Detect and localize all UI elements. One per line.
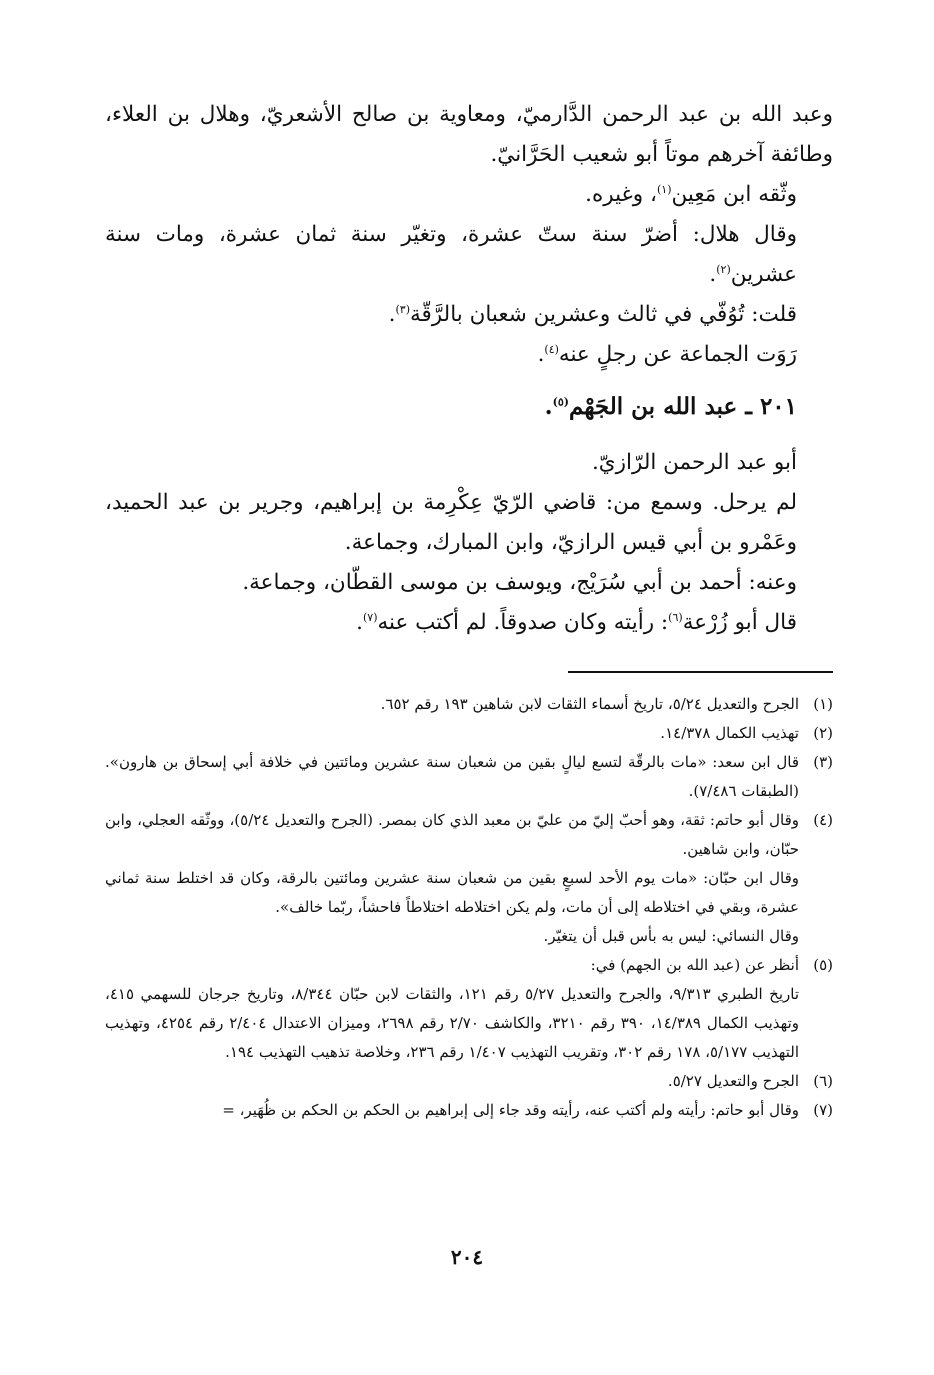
footnote-1 <box>105 690 833 719</box>
footnote-ref-6: (٦) <box>668 610 683 624</box>
death-date <box>105 295 833 335</box>
entry-heading <box>105 387 833 427</box>
footnote-ref-3: (٣) <box>395 302 410 316</box>
footnote-text: قال ابن سعد: «مات بالرقّة لتسع ليالٍ بقين من شعبان سنة عشرين ومائتين في خلافة أبي إسحاق بن هارون». (الطبقات ٧/٤٨٦). <box>105 753 799 800</box>
reliability-text: وثّقه ابن مَعِين <box>671 182 797 207</box>
teachers-paragraph: لم يرحل. وسمع من: قاضي الرّيّ عِكْرِمة بن إبراهيم، وجرير بن عبد الحميد، وعَمْرو بن أبي قيس الرازيّ، وابن المبارك، وجماعة. <box>105 490 797 555</box>
footnote-number: (٢) <box>813 724 833 742</box>
abu-zura-text: : رأيته وكان صدوقاً. لم أكتب عنه <box>377 610 669 635</box>
footnote-text: الجرح والتعديل ٥/٢٤، تاريخ أسماء الثقات لابن شاهين ١٩٣ رقم ٦٥٢. <box>380 695 799 713</box>
footnote-4 <box>105 806 833 864</box>
hilal-quote-end: . <box>709 262 717 287</box>
entry-title-end: . <box>544 393 553 420</box>
footnote-2 <box>105 719 833 748</box>
footnotes <box>105 690 833 1125</box>
footnote-7 <box>105 1096 833 1125</box>
narration-end: . <box>537 342 545 367</box>
reliability-statement <box>105 175 833 215</box>
footnote-3 <box>105 748 833 806</box>
footnote-ref-7: (٧) <box>362 610 378 624</box>
footnote-number: (٧) <box>813 1101 833 1119</box>
footnote-rule <box>568 671 833 673</box>
footnote-4-ibn-hibban: وقال ابن حبّان: «مات يوم الأحد لسبعٍ بقين من شعبان سنة عشرين ومائتين بالرقة، وكان قد اختلط سنة ثماني عشرة، وبقي في اختلاطه إلى أن مات، ولم يكن اختلاطه اختلاطاً فاحشاً، ربّما خالف». <box>105 869 799 916</box>
abu-zura-end: . <box>356 610 363 635</box>
entry-title: ٢٠١ ـ عبد الله بن الجَهْم <box>569 393 797 420</box>
footnote-number: (٤) <box>813 811 833 829</box>
footnote-separator <box>105 671 833 672</box>
footnote-ref-4: (٤) <box>544 342 559 356</box>
page-number: ٢٠٤ <box>450 1245 484 1269</box>
footnote-ref-5: (٥) <box>552 395 570 409</box>
footnote-text: أنظر عن (عبد الله بن الجهم) في: <box>590 956 799 974</box>
narration-note <box>105 335 833 375</box>
footnote-number: (٥) <box>813 956 833 974</box>
footnote-number: (١) <box>813 695 833 713</box>
death-date-text: قلت: تُوُفّي في ثالث وعشرين شعبان بالرَّقّة <box>409 302 797 327</box>
footnote-5-sources: تاريخ الطبري ٩/٣١٣، والجرح والتعديل ٥/٢٧ رقم ١٢١، والثقات لابن حبّان ٨/٣٤٤، وتاريخ جرجان للسهمي ٤١٥، وتهذيب الكمال ١٤/٣٨٩، ٣٩٠ رقم ٣٢١٠، والكاشف ٢/٧٠ رقم ٢٦٩٨، وميزان الاعتدال ٢/٤٠٤ رقم ٤٢٥٤، وتهذيب التهذيب ٥/١٧٧، ١٧٨ رقم ٣٠٢، وتقريب التهذيب ١/٤٠٧ رقم ٢٣٦، وخلاصة تذهيب التهذيب ١٩٤. <box>105 985 800 1061</box>
hilal-quote-text: وقال هلال: أضرّ سنة ستّ عشرة، وتغيّر سنة ثمان عشرة، ومات سنة عشرين <box>105 222 797 287</box>
footnote-text: تهذيب الكمال ١٤/٣٧٨. <box>660 724 799 742</box>
footnote-text: وقال أبو حاتم: رأيته ولم أكتب عنه، رأيته وقد جاء إلى إبراهيم بن الحكم بن الحكم بن ظُهَير، = <box>222 1101 799 1119</box>
footnote-number: (٣) <box>813 753 833 771</box>
reliability-text-end: ، وغيره. <box>585 182 657 207</box>
kunya-line: أبو عبد الرحمن الرّازيّ. <box>591 450 797 475</box>
death-date-end: . <box>388 302 396 327</box>
footnote-5 <box>105 951 833 980</box>
biography-text: وعبد الله بن عبد الرحمن الدَّارميّ، ومعاوية بن صالح الأشعريّ، وهلال بن العلاء، وطائفة آخرهم موتاً أبو شعيب الحَرَّانيّ. <box>105 102 833 167</box>
footnote-text: وقال أبو حاتم: ثقة، وهو أحبّ إليّ من عليّ بن معبد الذي كان بمصر. (الجرح والتعديل ٥/٢٤)، ووثّقه العجلي، وابن حبّان، وابن شاهين. <box>105 811 799 858</box>
narration-text: رَوَت الجماعة عن رجلٍ عنه <box>558 342 797 367</box>
footnote-text: الجرح والتعديل ٥/٢٧. <box>667 1072 799 1090</box>
footnote-ref-1: (١) <box>656 182 672 196</box>
book-page <box>105 95 833 1125</box>
footnote-4-nasai: وقال النسائي: ليس به بأس قبل أن يتغيّر. <box>543 927 799 945</box>
footnote-6 <box>105 1067 833 1096</box>
hilal-quote <box>105 215 833 295</box>
students-paragraph: وعنه: أحمد بن أبي سُرَيْج، ويوسف بن موسى القطّان، وجماعة. <box>242 570 797 595</box>
abu-zura-name: قال أبو زُرْعة <box>682 610 797 635</box>
footnote-number: (٦) <box>813 1072 833 1090</box>
abu-zura-quote <box>105 603 833 643</box>
footnote-ref-2: (٢) <box>716 262 731 276</box>
